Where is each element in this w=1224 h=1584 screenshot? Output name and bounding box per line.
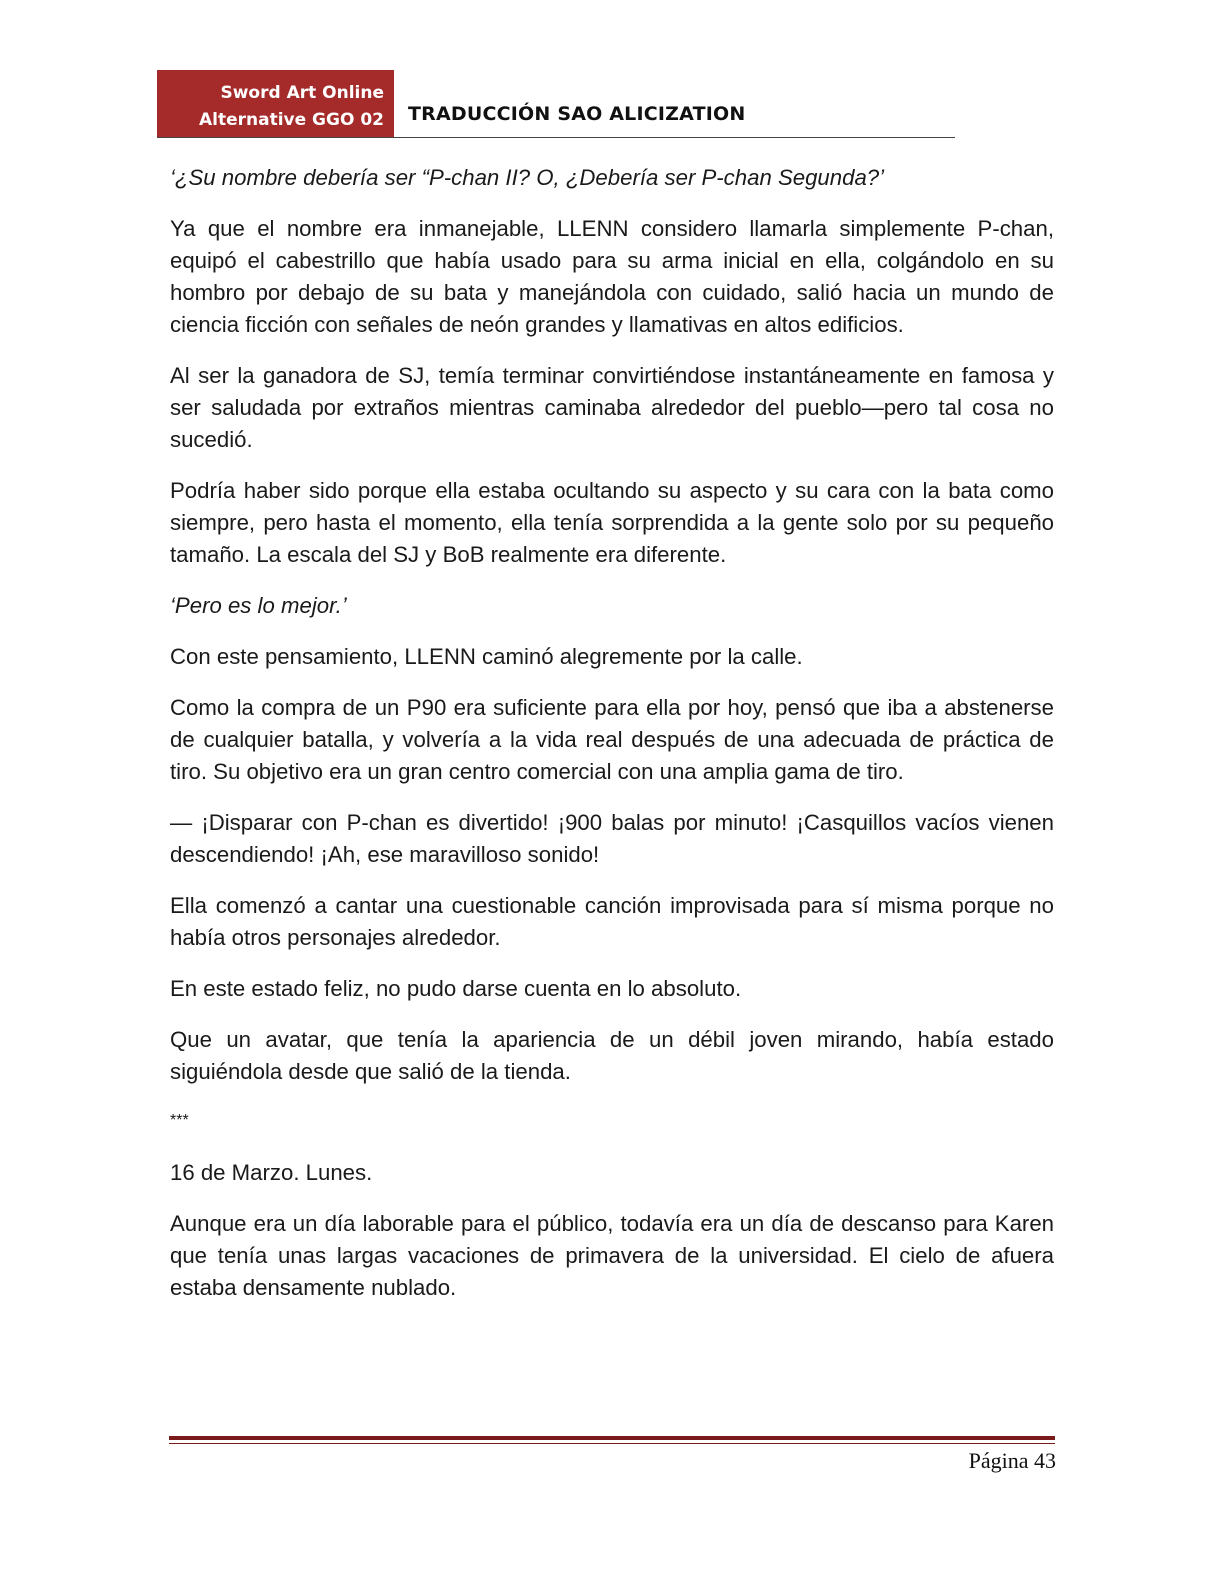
header-divider: [157, 137, 955, 138]
paragraph: Con este pensamiento, LLENN caminó alegremente por la calle.: [170, 644, 803, 669]
paragraph: Ella comenzó a cantar una cuestionable canción improvisada para sí misma porque no había otros personajes alrededor.: [170, 893, 1054, 950]
paragraph: En este estado feliz, no pudo darse cuenta en lo absoluto.: [170, 976, 742, 1001]
paragraph: ‘Pero es lo mejor.’: [170, 593, 347, 618]
page-number: Página 43: [968, 1448, 1056, 1473]
header-series-line1: Sword Art Online: [220, 83, 384, 103]
paragraph: 16 de Marzo. Lunes.: [170, 1160, 373, 1185]
paragraph: — ¡Disparar con P-chan es divertido! ¡900 balas por minuto! ¡Casquillos vacíos vienen descendiendo! ¡Ah, ese maravilloso sonido!: [170, 810, 1054, 867]
body-text: [170, 162, 1054, 1323]
header-title: TRADUCCIÓN SAO ALICIZATION: [408, 103, 746, 125]
scene-break: ***: [170, 1112, 189, 1129]
footer-divider-thin: [169, 1443, 1055, 1444]
paragraph: Aunque era un día laborable para el público, todavía era un día de descanso para Karen que tenía unas largas vacaciones de primavera de la universidad. El cielo de afuera estaba densamente nublado.: [170, 1211, 1054, 1300]
paragraph: Podría haber sido porque ella estaba ocultando su aspecto y su cara con la bata como siempre, pero hasta el momento, ella tenía sorprendida a la gente solo por su pequeño tamaño. La escala del SJ y BoB realmente era diferente.: [170, 478, 1054, 567]
footer-divider-thick: [169, 1436, 1055, 1440]
paragraph: ‘¿Su nombre debería ser “P-chan II? O, ¿Debería ser P-chan Segunda?’: [170, 165, 885, 190]
header-series-line2: Alternative GGO 02: [198, 110, 384, 130]
paragraph: Al ser la ganadora de SJ, temía terminar convirtiéndose instantáneamente en famosa y ser saludada por extraños mientras caminaba alrededor del pueblo—pero tal cosa no sucedió.: [170, 363, 1054, 452]
header-series-box: [157, 70, 394, 137]
paragraph: Que un avatar, que tenía la apariencia de un débil joven mirando, había estado siguiéndola desde que salió de la tienda.: [170, 1027, 1054, 1084]
paragraph: Como la compra de un P90 era suficiente para ella por hoy, pensó que iba a abstenerse de cualquier batalla, y volvería a la vida real después de una adecuada de práctica de tiro. Su objetivo era un gran centro comercial con una amplia gama de tiro.: [170, 695, 1054, 784]
paragraph: Ya que el nombre era inmanejable, LLENN considero llamarla simplemente P-chan, equipó el cabestrillo que había usado para su arma inicial en ella, colgándolo en su hombro por debajo de su bata y manejándola con cuidado, salió hacia un mundo de ciencia ficción con señales de neón grandes y llamativas en altos edificios.: [170, 216, 1054, 337]
